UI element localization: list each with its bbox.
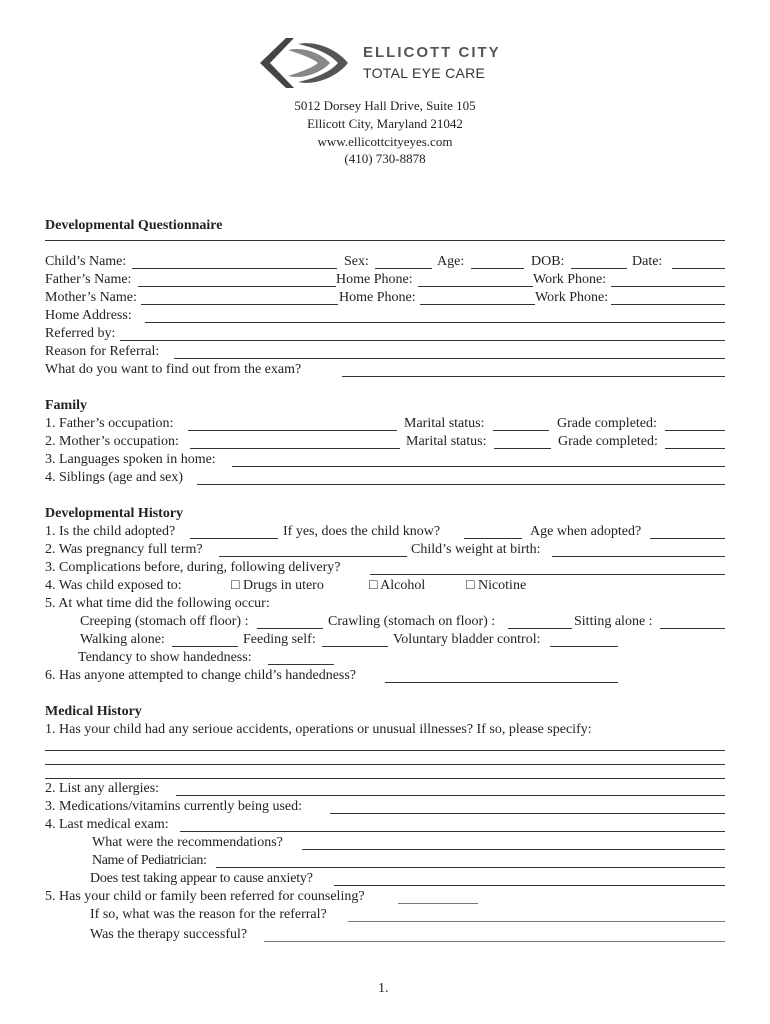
grade1-label: Grade completed: bbox=[557, 416, 657, 431]
age-field[interactable] bbox=[471, 268, 524, 269]
find-out-field[interactable] bbox=[342, 376, 725, 377]
child-know-field[interactable] bbox=[464, 538, 522, 539]
title-rule bbox=[45, 240, 725, 241]
bladder-field[interactable] bbox=[550, 646, 618, 647]
handedness-label: Tendancy to show handedness: bbox=[78, 650, 252, 665]
page-title: Developmental Questionnaire bbox=[45, 218, 223, 233]
siblings-field[interactable] bbox=[197, 484, 725, 485]
child-know-label: If yes, does the child know? bbox=[283, 524, 441, 539]
pregnancy-field[interactable] bbox=[219, 556, 407, 557]
medications-field[interactable] bbox=[330, 813, 725, 814]
languages-label: 3. Languages spoken in home: bbox=[45, 452, 216, 467]
change-handedness-label: 6. Has anyone attempted to change child’s handedness? bbox=[45, 668, 357, 683]
last-exam-field[interactable] bbox=[180, 831, 725, 832]
recommendations-label: What were the recommendations? bbox=[92, 835, 283, 850]
feeding-label: Feeding self: bbox=[243, 632, 316, 647]
marital1-field[interactable] bbox=[493, 430, 549, 431]
home-phone-label: Home Phone: bbox=[336, 272, 413, 287]
mother-occupation-field[interactable] bbox=[190, 448, 400, 449]
allergies-label: 2. List any allergies: bbox=[45, 781, 160, 796]
handedness-field[interactable] bbox=[268, 664, 334, 665]
accidents-field-1[interactable] bbox=[45, 750, 725, 751]
logo-line2: TOTAL EYE CARE bbox=[363, 65, 486, 81]
marital2-field[interactable] bbox=[494, 448, 551, 449]
allergies-field[interactable] bbox=[176, 795, 725, 796]
home-phone-field[interactable] bbox=[418, 286, 533, 287]
crawling-label: Crawling (stomach on floor) : bbox=[328, 614, 496, 629]
grade1-field[interactable] bbox=[665, 430, 725, 431]
date-field[interactable] bbox=[672, 268, 725, 269]
walking-field[interactable] bbox=[172, 646, 238, 647]
work-phone-field[interactable] bbox=[611, 286, 725, 287]
date-label: Date: bbox=[632, 254, 663, 269]
complications-field[interactable] bbox=[370, 574, 725, 575]
logo-line1: ELLICOTT CITY bbox=[363, 44, 501, 61]
nicotine-checkbox[interactable]: □ Nicotine bbox=[466, 578, 527, 593]
reason-field[interactable] bbox=[174, 358, 725, 359]
adopted-label: 1. Is the child adopted? bbox=[45, 524, 176, 539]
referral-reason-label: If so, what was the reason for the referral? bbox=[90, 907, 327, 922]
child-name-field[interactable] bbox=[132, 268, 337, 269]
accidents-label: 1. Has your child had any serioue accidents, operations or unusual illnesses? If so, please specify: bbox=[45, 722, 592, 737]
home-phone2-label: Home Phone: bbox=[339, 290, 416, 305]
age-adopted-label: Age when adopted? bbox=[530, 524, 642, 539]
age-label: Age: bbox=[437, 254, 465, 269]
father-occupation-field[interactable] bbox=[188, 430, 397, 431]
creeping-label: Creeping (stomach off floor) : bbox=[80, 614, 249, 629]
eye-logo-icon bbox=[258, 36, 350, 92]
father-name-field[interactable] bbox=[138, 286, 336, 287]
exposed-label: 4. Was child exposed to: bbox=[45, 578, 182, 593]
find-out-label: What do you want to find out from the exam? bbox=[45, 362, 302, 377]
sitting-label: Sitting alone : bbox=[574, 614, 653, 629]
walking-label: Walking alone: bbox=[80, 632, 165, 647]
sex-field[interactable] bbox=[375, 268, 432, 269]
father-occupation-label: 1. Father’s occupation: bbox=[45, 416, 174, 431]
medications-label: 3. Medications/vitamins currently being used: bbox=[45, 799, 303, 814]
home-address-label: Home Address: bbox=[45, 308, 132, 323]
dob-label: DOB: bbox=[531, 254, 565, 269]
work-phone2-field[interactable] bbox=[611, 304, 725, 305]
address-line1: 5012 Dorsey Hall Drive, Suite 105 bbox=[294, 98, 476, 113]
counseling-field[interactable] bbox=[398, 903, 478, 904]
medical-heading: Medical History bbox=[45, 704, 142, 719]
mother-name-field[interactable] bbox=[141, 304, 338, 305]
dob-field[interactable] bbox=[571, 268, 627, 269]
pregnancy-label: 2. Was pregnancy full term? bbox=[45, 542, 203, 557]
grade2-field[interactable] bbox=[665, 448, 725, 449]
recommendations-field[interactable] bbox=[302, 849, 725, 850]
referral-reason-field[interactable] bbox=[348, 921, 725, 922]
crawling-field[interactable] bbox=[508, 628, 572, 629]
referred-by-label: Referred by: bbox=[45, 326, 116, 341]
anxiety-field[interactable] bbox=[334, 885, 725, 886]
siblings-label: 4. Siblings (age and sex) bbox=[45, 470, 184, 485]
home-address-field[interactable] bbox=[145, 322, 725, 323]
logo bbox=[258, 36, 518, 92]
accidents-field-3[interactable] bbox=[45, 778, 725, 779]
child-name-label: Child’s Name: bbox=[45, 254, 127, 269]
adopted-field[interactable] bbox=[190, 538, 278, 539]
reason-label: Reason for Referral: bbox=[45, 344, 160, 359]
mother-name-label: Mother’s Name: bbox=[45, 290, 137, 305]
pediatrician-field[interactable] bbox=[216, 867, 725, 868]
marital2-label: Marital status: bbox=[406, 434, 487, 449]
page-number: 1. bbox=[378, 981, 389, 996]
father-name-label: Father’s Name: bbox=[45, 272, 132, 287]
age-adopted-field[interactable] bbox=[650, 538, 725, 539]
last-exam-label: 4. Last medical exam: bbox=[45, 817, 169, 832]
phone: (410) 730-8878 bbox=[344, 151, 426, 166]
bladder-label: Voluntary bladder control: bbox=[393, 632, 541, 647]
birth-weight-field[interactable] bbox=[552, 556, 725, 557]
feeding-field[interactable] bbox=[322, 646, 388, 647]
alcohol-checkbox[interactable]: □ Alcohol bbox=[369, 578, 426, 593]
change-handedness-field[interactable] bbox=[385, 682, 618, 683]
dev-heading: Developmental History bbox=[45, 506, 184, 521]
languages-field[interactable] bbox=[232, 466, 725, 467]
complications-label: 3. Complications before, during, following delivery? bbox=[45, 560, 341, 575]
work-phone2-label: Work Phone: bbox=[535, 290, 609, 305]
milestones-label: 5. At what time did the following occur: bbox=[45, 596, 270, 611]
pediatrician-label: Name of Pediatrician: bbox=[92, 853, 207, 868]
website: www.ellicottcityeyes.com bbox=[317, 134, 453, 149]
work-phone-label: Work Phone: bbox=[533, 272, 607, 287]
marital1-label: Marital status: bbox=[404, 416, 485, 431]
home-phone2-field[interactable] bbox=[420, 304, 535, 305]
therapy-field[interactable] bbox=[264, 941, 725, 942]
therapy-label: Was the therapy successful? bbox=[90, 927, 248, 942]
family-heading: Family bbox=[45, 398, 87, 413]
anxiety-label: Does test taking appear to cause anxiety? bbox=[90, 871, 313, 886]
counseling-label: 5. Has your child or family been referred for counseling? bbox=[45, 889, 365, 904]
address-line2: Ellicott City, Maryland 21042 bbox=[307, 116, 463, 131]
sex-label: Sex: bbox=[344, 254, 369, 269]
drugs-checkbox[interactable]: □ Drugs in utero bbox=[231, 578, 324, 593]
grade2-label: Grade completed: bbox=[558, 434, 658, 449]
sitting-field[interactable] bbox=[660, 628, 725, 629]
accidents-field-2[interactable] bbox=[45, 764, 725, 765]
referred-by-field[interactable] bbox=[120, 340, 725, 341]
birth-weight-label: Child’s weight at birth: bbox=[411, 542, 541, 557]
creeping-field[interactable] bbox=[257, 628, 323, 629]
mother-occupation-label: 2. Mother’s occupation: bbox=[45, 434, 179, 449]
